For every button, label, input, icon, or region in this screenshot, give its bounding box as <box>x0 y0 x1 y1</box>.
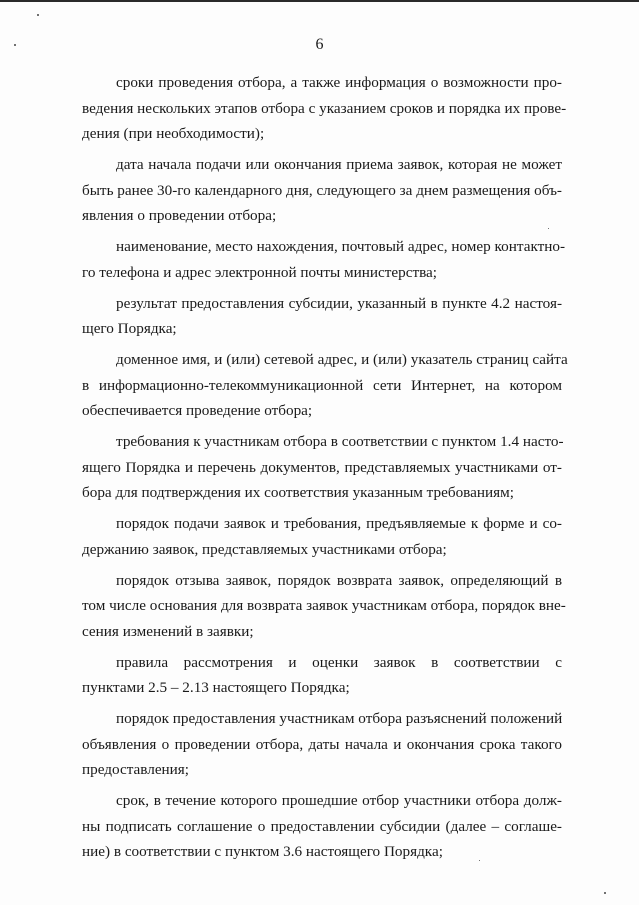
scan-speck <box>37 14 39 16</box>
page-number: 6 <box>315 36 324 53</box>
paragraph <box>82 706 562 783</box>
paragraph <box>82 650 562 701</box>
paragraph <box>82 234 566 285</box>
paragraph <box>82 291 562 342</box>
paragraph <box>82 152 562 229</box>
text-line: сения изменений в заявки; <box>82 622 254 640</box>
document-body <box>82 70 568 870</box>
paragraph <box>82 347 568 424</box>
text-line: ведения нескольких этапов отбора с указанием сроков и порядка их прове- <box>82 99 567 117</box>
scan-speck <box>604 892 606 894</box>
text-line: быть ранее 30-го календарного дня, следующего за днем размещения объ- <box>82 181 562 199</box>
text-line: пунктами 2.5 – 2.13 настоящего Порядка; <box>82 679 350 696</box>
text-line: объявления о проведении отбора, даты начала и окончания срока такого <box>82 735 562 753</box>
text-line: го телефона и адрес электронной почты министерства; <box>82 263 438 281</box>
text-line: сроки проведения отбора, а также информация о возможности про- <box>116 74 562 91</box>
text-line: щего Порядка; <box>82 320 177 337</box>
paragraph <box>82 788 562 865</box>
text-line: том числе основания для возврата заявок участникам отбора, порядок вне- <box>82 597 566 614</box>
text-line: срок, в течение которого прошедшие отбор участники отбора долж- <box>116 792 562 809</box>
text-line: правила рассмотрения и оценки заявок в соответствии с <box>116 653 562 671</box>
scan-top-edge <box>0 0 639 2</box>
text-line: порядок подачи заявок и требования, предъявляемые к форме и со- <box>116 515 562 532</box>
paragraph <box>82 70 567 147</box>
text-line: порядок отзыва заявок, порядок возврата заявок, определяющий в <box>116 571 562 589</box>
text-line: доменное имя, и (или) сетевой адрес, и (или) указатель страниц сайта <box>116 351 568 368</box>
text-line: явления о проведении отбора; <box>82 207 277 224</box>
paragraph <box>82 511 562 562</box>
text-line: дения (при необходимости); <box>82 125 265 142</box>
paragraph <box>82 429 562 506</box>
paragraph <box>82 568 566 645</box>
text-line: обеспечивается проведение отбора; <box>82 402 313 419</box>
text-line: предоставления; <box>82 761 190 778</box>
text-line: порядок предоставления участникам отбора разъяснений положений <box>116 710 563 727</box>
text-line: ны подписать соглашение о предоставлении субсидии (далее – соглаше- <box>82 817 562 835</box>
text-line: наименование, место нахождения, почтовый адрес, номер контактно- <box>116 238 566 255</box>
text-line: дата начала подачи или окончания приема заявок, которая не может <box>116 156 562 173</box>
text-line: держанию заявок, представляемых участниками отбора; <box>82 540 447 558</box>
text-line: требования к участникам отбора в соответствии с пунктом 1.4 насто- <box>116 433 564 450</box>
text-line: результат предоставления субсидии, указанный в пункте 4.2 настоя- <box>116 294 562 312</box>
text-line: ние) в соответствии с пунктом 3.6 настоящего Порядка; <box>82 843 443 860</box>
text-line: бора для подтверждения их соответствия указанным требованиям; <box>82 484 514 501</box>
text-line: ящего Порядка и перечень документов, представляемых участниками от- <box>82 458 562 476</box>
text-line: в информационно-телекоммуникационной сети Интернет, на котором <box>82 376 562 394</box>
